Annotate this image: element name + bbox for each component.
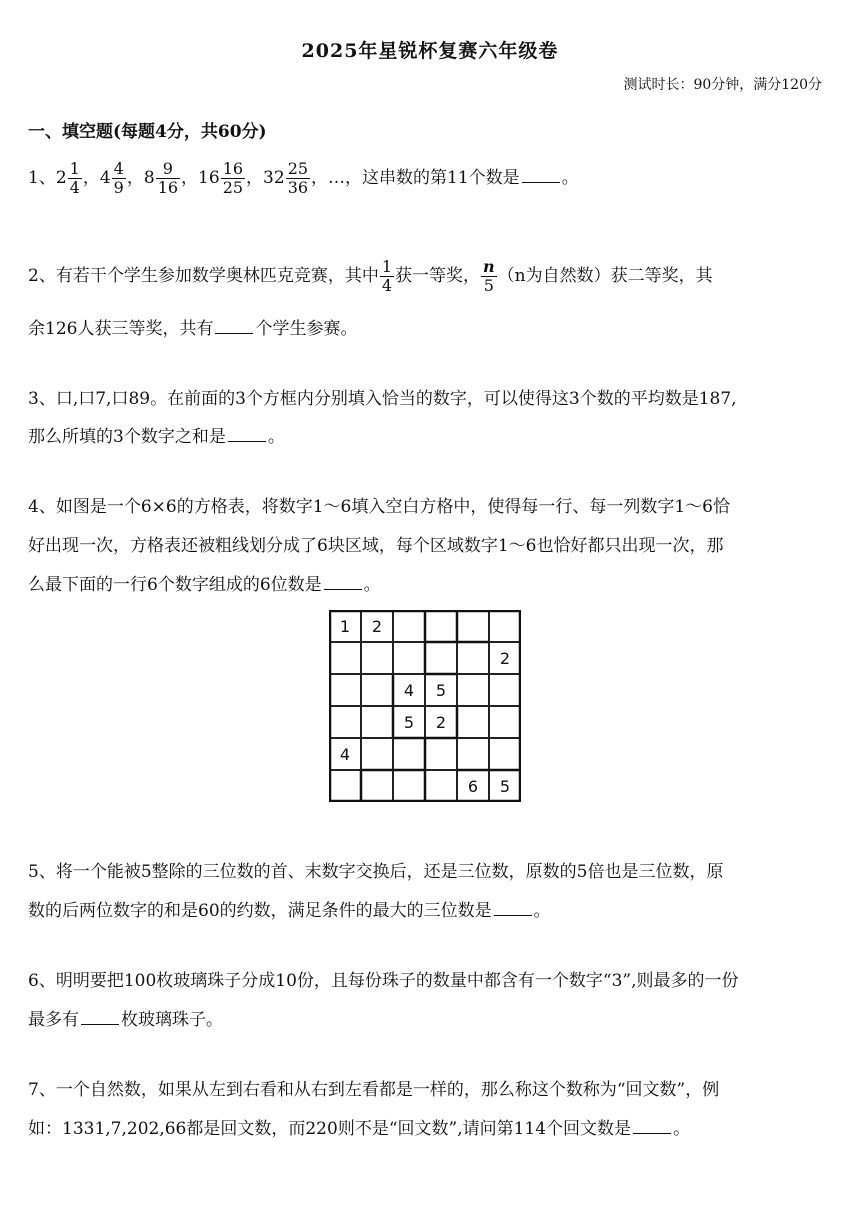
- region-borders: [329, 610, 521, 802]
- answer-blank[interactable]: [228, 425, 266, 442]
- sudoku-grid: [329, 610, 521, 802]
- grid-cell-given: 5: [489, 770, 521, 802]
- answer-blank[interactable]: [494, 899, 532, 916]
- fraction: $\frac{1}{4}$: [381, 257, 393, 295]
- question-4-line-1: 4、如图是一个6×6的方格表，将数字1～6填入空白方格中，使得每一行、每一列数字1～6恰: [28, 497, 730, 517]
- question-5-line-2: 数的后两位数字的和是60的约数，满足条件的最大的三位数是 。: [28, 901, 551, 921]
- answer-blank[interactable]: [324, 573, 362, 590]
- section-title: 一、填空题(每题4分，共60分): [28, 122, 267, 142]
- grid-cell-given: 4: [329, 738, 361, 770]
- grid-cell-given: 1: [329, 610, 361, 642]
- mixed-number: 32 $\frac{25}{36}$: [263, 159, 309, 197]
- question-7-line-1: 7、一个自然数，如果从左到右看和从右到左看都是一样的，那么称这个数称为“回文数”，例: [28, 1080, 720, 1100]
- page-title: 2025年星锐杯复赛六年级卷: [301, 40, 559, 62]
- fraction: $\frac{n}{5}$: [483, 257, 495, 295]
- question-7-line-2: 如：1331,7,202,66都是回文数，而220则不是“回文数”,请问第114个回文数是 。: [28, 1119, 691, 1139]
- answer-blank[interactable]: [215, 317, 253, 334]
- answer-blank[interactable]: [633, 1117, 671, 1134]
- grid-cell-given: 5: [393, 706, 425, 738]
- question-5-line-1: 5、将一个能被5整除的三位数的首、末数字交换后，还是三位数，原数的5倍也是三位数，原: [28, 862, 724, 882]
- question-3-line-2: 那么所填的3个数字之和是 。: [28, 427, 285, 447]
- grid-cell-given: 5: [425, 674, 457, 706]
- answer-blank[interactable]: [81, 1008, 119, 1025]
- grid-cell-given: 4: [393, 674, 425, 706]
- question-6-line-2: 最多有 枚玻璃珠子。: [28, 1010, 223, 1030]
- mixed-number: 8 $\frac{9}{16}$: [143, 159, 179, 197]
- question-2-line-2: 余126人获三等奖，共有 个学生参赛。: [28, 319, 358, 339]
- answer-blank[interactable]: [522, 166, 560, 183]
- question-4-line-3: 么最下面的一行6个数字组成的6位数是 。: [28, 575, 381, 595]
- grid-cell-given: 6: [457, 770, 489, 802]
- mixed-number: 16 $\frac{16}{25}$: [198, 159, 244, 197]
- question-4-line-2: 好出现一次，方格表还被粗线划分成了6块区域，每个区域数字1～6也恰好都只出现一次，那: [28, 536, 724, 556]
- grid-cell-given: 2: [489, 642, 521, 674]
- question-3-line-1: 3、口,口7,口89。在前面的3个方框内分别填入恰当的数字，可以使得这3个数的平均数是187,: [28, 389, 737, 409]
- exam-meta: 测试时长：90分钟，满分120分: [623, 77, 822, 93]
- question-number: 1、: [28, 168, 56, 188]
- mixed-number: 4 $\frac{4}{9}$: [99, 159, 124, 197]
- question-1: 1、2 $\frac{1}{4}$ ，4 $\frac{4}{9}$ ，8 $\frac{9}{16}$ ，16 $\frac{16}{25}$ ，32 $\frac{25}{36}$ ，…，这串数的第11个数是 。: [28, 159, 579, 197]
- question-2-line-1: 2、有若干个学生参加数学奥林匹克竞赛，其中 $\frac{1}{4}$ 获一等奖， $\frac{n}{5}$ （n为自然数）获二等奖，其: [28, 257, 713, 295]
- grid-cell-given: 2: [361, 610, 393, 642]
- mixed-number: 2 $\frac{1}{4}$: [55, 159, 80, 197]
- grid-cell-given: 2: [425, 706, 457, 738]
- question-6-line-1: 6、明明要把100枚玻璃珠子分成10份，且每份珠子的数量中都含有一个数字“3”,则最多的一份: [28, 971, 739, 991]
